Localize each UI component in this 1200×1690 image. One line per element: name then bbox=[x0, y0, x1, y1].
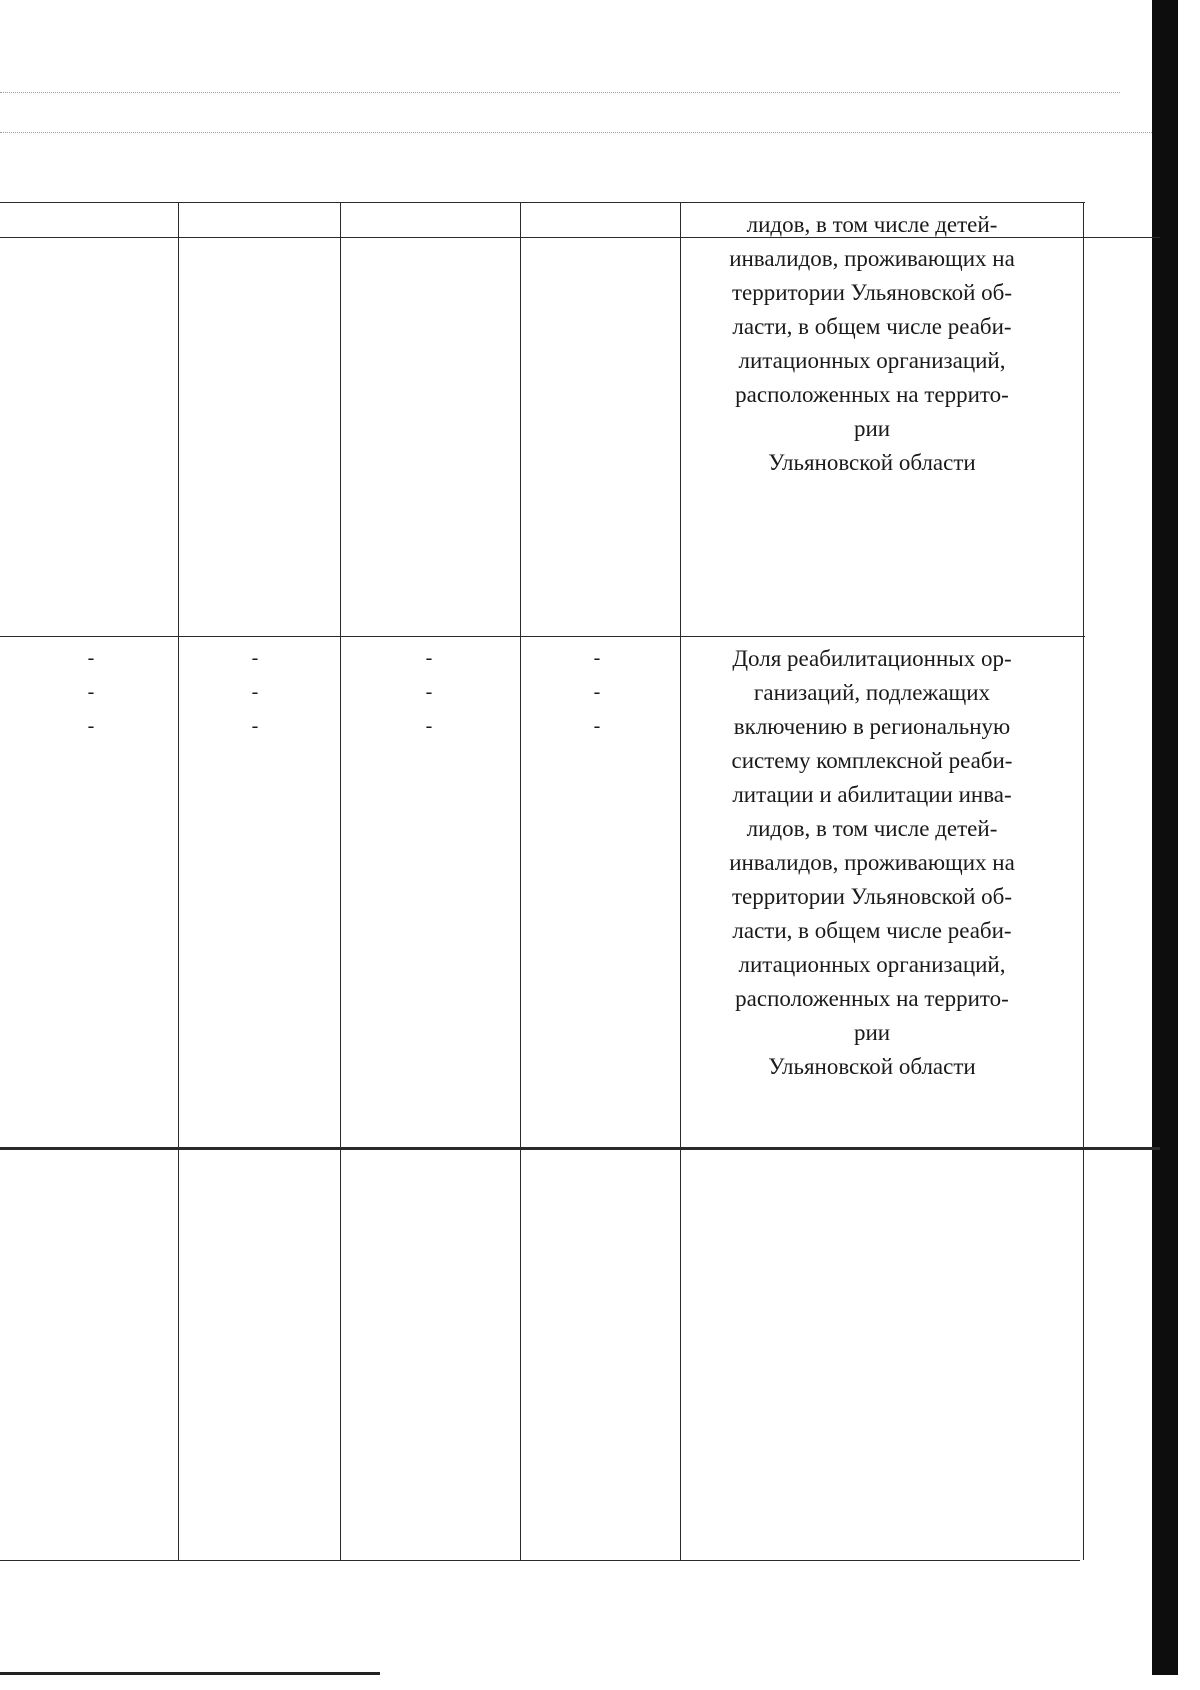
cell-indicator-text-middle bbox=[682, 642, 1062, 1084]
text-line: лидов, в том числе детей- bbox=[746, 212, 998, 237]
text-line: лидов, в том числе детей- bbox=[746, 816, 998, 841]
column-divider bbox=[340, 202, 341, 1560]
text-line: систему комплексной реаби- bbox=[731, 748, 1013, 773]
text-line: рии bbox=[853, 1020, 891, 1045]
text-line: расположенных на террито- bbox=[735, 986, 1009, 1011]
text-line: ганизаций, подлежащих bbox=[753, 680, 991, 705]
column-divider bbox=[520, 202, 521, 1560]
text-line: включению в региональную bbox=[733, 714, 1011, 739]
text-line: территории Ульяновской об- bbox=[731, 884, 1013, 909]
text-line: ласти, в общем числе реаби- bbox=[732, 314, 1012, 339]
dash-mark: - bbox=[87, 681, 95, 703]
text-line: рии bbox=[853, 416, 891, 441]
text-line: Ульяновской области bbox=[768, 450, 976, 475]
dash-mark: - bbox=[87, 715, 95, 737]
dash-mark: - bbox=[593, 715, 601, 737]
table-top-border bbox=[0, 202, 1085, 203]
footnote-rule bbox=[0, 1672, 380, 1675]
text-line: инвалидов, проживающих на bbox=[729, 850, 1015, 875]
scan-dotted-line bbox=[0, 92, 1120, 93]
dash-mark: - bbox=[251, 647, 259, 669]
table-row-divider bbox=[0, 636, 1085, 637]
scan-dotted-line bbox=[0, 132, 1160, 133]
dash-mark: - bbox=[593, 681, 601, 703]
dash-mark: - bbox=[251, 715, 259, 737]
dash-column-4 bbox=[582, 641, 612, 743]
text-line: Ульяновской области bbox=[768, 1054, 976, 1079]
dash-column-3 bbox=[414, 641, 444, 743]
table-bottom-border bbox=[0, 1560, 1080, 1561]
text-line: литации и абилитации инва- bbox=[732, 782, 1012, 807]
column-divider bbox=[680, 202, 681, 1560]
text-line: инвалидов, проживающих на bbox=[729, 246, 1015, 271]
dash-mark: - bbox=[425, 681, 433, 703]
table-right-border bbox=[1083, 202, 1084, 1560]
dash-column-2 bbox=[240, 641, 270, 743]
scan-edge-bar bbox=[1152, 0, 1178, 1675]
dash-mark: - bbox=[87, 647, 95, 669]
dash-column-1 bbox=[76, 641, 106, 743]
dash-mark: - bbox=[251, 681, 259, 703]
cell-indicator-text-top bbox=[682, 208, 1062, 480]
dash-mark: - bbox=[425, 715, 433, 737]
text-line: территории Ульяновской об- bbox=[731, 280, 1013, 305]
table-row-divider-thick bbox=[0, 1147, 1160, 1150]
column-divider bbox=[178, 202, 179, 1560]
dash-mark: - bbox=[593, 647, 601, 669]
text-line: литационных организаций, bbox=[738, 952, 1006, 977]
text-line: литационных организаций, bbox=[738, 348, 1006, 373]
text-line: ласти, в общем числе реаби- bbox=[732, 918, 1012, 943]
dash-mark: - bbox=[425, 647, 433, 669]
text-line: Доля реабилитационных ор- bbox=[732, 646, 1012, 671]
text-line: расположенных на террито- bbox=[735, 382, 1009, 407]
